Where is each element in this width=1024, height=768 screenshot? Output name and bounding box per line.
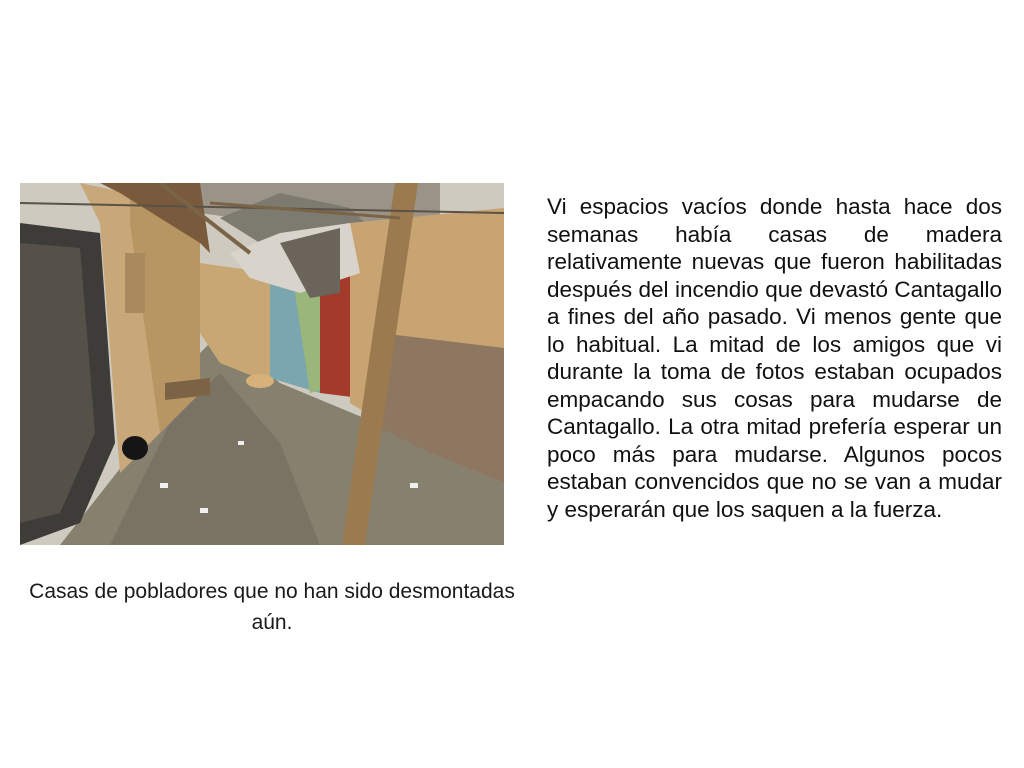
body-paragraph: Vi espacios vacíos donde hasta hace dos semanas había casas de madera relativamente nuevas que fueron habilitadas después del incendio que devastó Cantagallo a fines del año pasado. Vi menos gente que lo habitual. La mitad de los amigos que vi durante la toma de fotos estaban ocupados empacando sus cosas para mudarse de Cantagallo. La otra mitad prefería esperar un poco más para mudarse. Algunos pocos estaban convencidos que no se van a mudar y esperarán que los saquen a la fuerza. bbox=[547, 194, 1002, 522]
slide-photo bbox=[20, 183, 504, 545]
photo-caption: Casas de pobladores que no han sido desmontadas aún. bbox=[29, 580, 515, 634]
